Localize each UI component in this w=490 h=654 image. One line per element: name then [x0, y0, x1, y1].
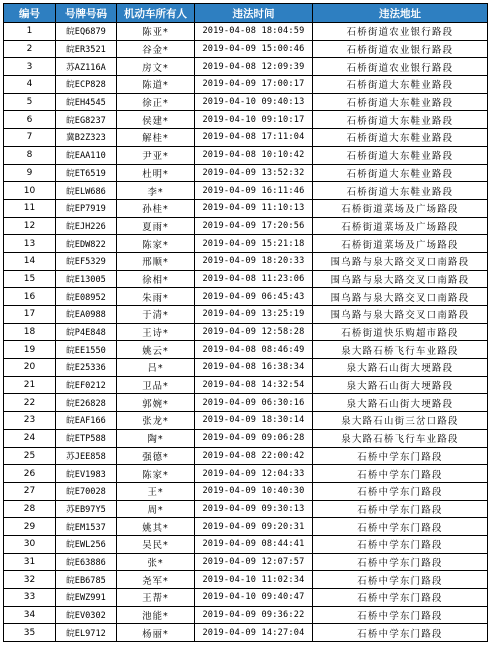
cell-number: 29	[4, 518, 56, 536]
cell-address: 泉大路石山街大埂路段	[313, 394, 488, 412]
cell-plate: 冀B2Z323	[56, 129, 117, 147]
cell-time: 2019-04-09 17:00:17	[195, 76, 313, 94]
cell-time: 2019-04-09 12:58:28	[195, 323, 313, 341]
header-owner: 机动车所有人	[117, 4, 195, 23]
cell-number: 19	[4, 341, 56, 359]
cell-number: 25	[4, 447, 56, 465]
table-row	[4, 164, 488, 182]
cell-time: 2019-04-08 08:46:49	[195, 341, 313, 359]
cell-owner: 夏雨*	[117, 217, 195, 235]
cell-address: 石桥街道农业银行路段	[313, 23, 488, 41]
table-row	[4, 482, 488, 500]
table-row	[4, 288, 488, 306]
cell-address: 泉大路石桥飞行车业路段	[313, 341, 488, 359]
table-row	[4, 535, 488, 553]
cell-owner: 陶*	[117, 429, 195, 447]
cell-number: 9	[4, 164, 56, 182]
cell-address: 泉大路石山街三岔口路段	[313, 412, 488, 430]
cell-owner: 陈亚*	[117, 23, 195, 41]
cell-time: 2019-04-10 09:40:47	[195, 589, 313, 607]
cell-time: 2019-04-09 09:30:13	[195, 500, 313, 518]
cell-owner: 房文*	[117, 58, 195, 76]
cell-number: 18	[4, 323, 56, 341]
cell-number: 35	[4, 624, 56, 642]
cell-owner: 李*	[117, 182, 195, 200]
table-row	[4, 518, 488, 536]
cell-time: 2019-04-09 06:30:16	[195, 394, 313, 412]
cell-plate: 皖EE1550	[56, 341, 117, 359]
cell-number: 13	[4, 235, 56, 253]
table-row	[4, 199, 488, 217]
cell-owner: 徐正*	[117, 93, 195, 111]
table-row	[4, 252, 488, 270]
table-row	[4, 306, 488, 324]
cell-address: 石桥中学东门路段	[313, 553, 488, 571]
cell-plate: 皖EF5329	[56, 252, 117, 270]
cell-owner: 卫品*	[117, 376, 195, 394]
cell-number: 5	[4, 93, 56, 111]
table-row	[4, 359, 488, 377]
cell-owner: 徐相*	[117, 270, 195, 288]
cell-plate: 皖EWZ991	[56, 589, 117, 607]
cell-number: 22	[4, 394, 56, 412]
cell-owner: 陈家*	[117, 235, 195, 253]
cell-number: 34	[4, 606, 56, 624]
cell-address: 石桥街道菜场及广场路段	[313, 235, 488, 253]
cell-owner: 王*	[117, 482, 195, 500]
cell-plate: 皖EQ6879	[56, 23, 117, 41]
cell-plate: 皖EAF166	[56, 412, 117, 430]
cell-address: 围乌路与泉大路交叉口南路段	[313, 306, 488, 324]
cell-time: 2019-04-09 15:00:46	[195, 40, 313, 58]
cell-plate: 皖ER3521	[56, 40, 117, 58]
cell-plate: 皖EAA110	[56, 146, 117, 164]
table-row	[4, 270, 488, 288]
cell-address: 石桥中学东门路段	[313, 500, 488, 518]
table-row	[4, 412, 488, 430]
cell-plate: 苏JEE858	[56, 447, 117, 465]
cell-time: 2019-04-09 09:20:31	[195, 518, 313, 536]
cell-time: 2019-04-08 10:10:42	[195, 146, 313, 164]
cell-owner: 郭婉*	[117, 394, 195, 412]
cell-plate: 苏EB97Y5	[56, 500, 117, 518]
table-header-row	[4, 4, 488, 23]
cell-address: 石桥街道大东鞋业路段	[313, 182, 488, 200]
cell-plate: 皖EH4545	[56, 93, 117, 111]
cell-address: 石桥街道菜场及广场路段	[313, 217, 488, 235]
cell-address: 石桥中学东门路段	[313, 535, 488, 553]
cell-plate: 皖P4E848	[56, 323, 117, 341]
cell-time: 2019-04-09 12:07:57	[195, 553, 313, 571]
cell-time: 2019-04-08 14:32:54	[195, 376, 313, 394]
cell-address: 石桥街道菜场及广场路段	[313, 199, 488, 217]
cell-time: 2019-04-08 12:09:39	[195, 58, 313, 76]
cell-owner: 尧军*	[117, 571, 195, 589]
cell-address: 石桥街道大东鞋业路段	[313, 146, 488, 164]
cell-plate: 皖EWL256	[56, 535, 117, 553]
cell-time: 2019-04-09 10:40:30	[195, 482, 313, 500]
cell-number: 21	[4, 376, 56, 394]
violation-table-container	[3, 3, 487, 642]
cell-plate: 皖EV0302	[56, 606, 117, 624]
cell-time: 2019-04-09 09:06:28	[195, 429, 313, 447]
cell-address: 石桥街道大东鞋业路段	[313, 93, 488, 111]
cell-number: 7	[4, 129, 56, 147]
cell-owner: 于清*	[117, 306, 195, 324]
cell-plate: 皖EB6785	[56, 571, 117, 589]
cell-number: 12	[4, 217, 56, 235]
cell-time: 2019-04-08 16:38:34	[195, 359, 313, 377]
cell-number: 31	[4, 553, 56, 571]
cell-time: 2019-04-09 09:36:22	[195, 606, 313, 624]
cell-plate: 皖E25336	[56, 359, 117, 377]
table-row	[4, 465, 488, 483]
cell-plate: 苏AZ116A	[56, 58, 117, 76]
cell-plate: 皖EG8237	[56, 111, 117, 129]
table-row	[4, 23, 488, 41]
table-row	[4, 129, 488, 147]
cell-address: 泉大路石山街大埂路段	[313, 359, 488, 377]
cell-time: 2019-04-09 18:30:14	[195, 412, 313, 430]
cell-address: 石桥中学东门路段	[313, 518, 488, 536]
cell-address: 泉大路石桥飞行车业路段	[313, 429, 488, 447]
cell-plate: 皖EV1983	[56, 465, 117, 483]
table-row	[4, 571, 488, 589]
cell-number: 14	[4, 252, 56, 270]
header-plate: 号牌号码	[56, 4, 117, 23]
cell-number: 8	[4, 146, 56, 164]
table-row	[4, 146, 488, 164]
cell-plate: 皖EDW822	[56, 235, 117, 253]
cell-number: 1	[4, 23, 56, 41]
cell-owner: 王诗*	[117, 323, 195, 341]
cell-plate: 皖ELW686	[56, 182, 117, 200]
table-row	[4, 553, 488, 571]
cell-time: 2019-04-08 22:00:42	[195, 447, 313, 465]
cell-time: 2019-04-09 16:11:46	[195, 182, 313, 200]
cell-address: 石桥中学东门路段	[313, 465, 488, 483]
cell-number: 26	[4, 465, 56, 483]
table-row	[4, 58, 488, 76]
table-row	[4, 589, 488, 607]
cell-plate: 皖EM1537	[56, 518, 117, 536]
table-row	[4, 323, 488, 341]
cell-plate: 皖E70028	[56, 482, 117, 500]
cell-time: 2019-04-09 08:44:41	[195, 535, 313, 553]
cell-plate: 皖ECP828	[56, 76, 117, 94]
cell-time: 2019-04-09 13:25:19	[195, 306, 313, 324]
cell-number: 20	[4, 359, 56, 377]
cell-number: 30	[4, 535, 56, 553]
cell-owner: 杨丽*	[117, 624, 195, 642]
cell-address: 石桥街道大东鞋业路段	[313, 129, 488, 147]
cell-address: 石桥街道大东鞋业路段	[313, 76, 488, 94]
cell-address: 围乌路与泉大路交叉口南路段	[313, 288, 488, 306]
cell-address: 石桥街道大东鞋业路段	[313, 111, 488, 129]
cell-plate: 皖EP7919	[56, 199, 117, 217]
cell-number: 23	[4, 412, 56, 430]
cell-owner: 姚其*	[117, 518, 195, 536]
cell-owner: 周*	[117, 500, 195, 518]
cell-owner: 杜明*	[117, 164, 195, 182]
cell-address: 石桥中学东门路段	[313, 589, 488, 607]
cell-plate: 皖E63886	[56, 553, 117, 571]
table-row	[4, 40, 488, 58]
table-row	[4, 624, 488, 642]
cell-owner: 谷金*	[117, 40, 195, 58]
header-address: 违法地址	[313, 4, 488, 23]
cell-time: 2019-04-09 14:27:04	[195, 624, 313, 642]
cell-number: 6	[4, 111, 56, 129]
cell-owner: 池能*	[117, 606, 195, 624]
table-row	[4, 217, 488, 235]
cell-address: 石桥中学东门路段	[313, 571, 488, 589]
header-number: 编号	[4, 4, 56, 23]
cell-owner: 王帮*	[117, 589, 195, 607]
cell-owner: 解桂*	[117, 129, 195, 147]
cell-owner: 张*	[117, 553, 195, 571]
cell-number: 16	[4, 288, 56, 306]
cell-number: 10	[4, 182, 56, 200]
cell-number: 32	[4, 571, 56, 589]
cell-time: 2019-04-09 11:10:13	[195, 199, 313, 217]
cell-plate: 皖ET6519	[56, 164, 117, 182]
cell-owner: 尹亚*	[117, 146, 195, 164]
cell-plate: 皖EA0988	[56, 306, 117, 324]
table-row	[4, 341, 488, 359]
cell-time: 2019-04-08 17:11:04	[195, 129, 313, 147]
cell-number: 17	[4, 306, 56, 324]
cell-plate: 皖E13005	[56, 270, 117, 288]
cell-number: 27	[4, 482, 56, 500]
table-row	[4, 111, 488, 129]
cell-owner: 朱雨*	[117, 288, 195, 306]
table-row	[4, 182, 488, 200]
cell-time: 2019-04-08 18:04:59	[195, 23, 313, 41]
cell-address: 石桥中学东门路段	[313, 606, 488, 624]
cell-address: 石桥街道大东鞋业路段	[313, 164, 488, 182]
table-body	[4, 23, 488, 642]
cell-number: 3	[4, 58, 56, 76]
cell-time: 2019-04-09 12:04:33	[195, 465, 313, 483]
violation-table	[3, 3, 488, 642]
table-row	[4, 447, 488, 465]
cell-plate: 皖EJH226	[56, 217, 117, 235]
cell-time: 2019-04-10 09:40:13	[195, 93, 313, 111]
cell-address: 石桥街道快乐购超市路段	[313, 323, 488, 341]
cell-owner: 姚云*	[117, 341, 195, 359]
cell-time: 2019-04-09 18:20:33	[195, 252, 313, 270]
table-row	[4, 376, 488, 394]
cell-time: 2019-04-10 11:02:34	[195, 571, 313, 589]
cell-owner: 张龙*	[117, 412, 195, 430]
cell-plate: 皖E26828	[56, 394, 117, 412]
table-row	[4, 93, 488, 111]
cell-owner: 吴民*	[117, 535, 195, 553]
table-row	[4, 500, 488, 518]
cell-time: 2019-04-09 15:21:18	[195, 235, 313, 253]
cell-address: 石桥中学东门路段	[313, 624, 488, 642]
cell-owner: 孙桂*	[117, 199, 195, 217]
cell-time: 2019-04-08 11:23:06	[195, 270, 313, 288]
cell-plate: 皖E08952	[56, 288, 117, 306]
cell-time: 2019-04-09 06:45:43	[195, 288, 313, 306]
table-row	[4, 235, 488, 253]
cell-address: 石桥中学东门路段	[313, 482, 488, 500]
cell-address: 石桥街道农业银行路段	[313, 40, 488, 58]
cell-address: 围乌路与泉大路交叉口南路段	[313, 270, 488, 288]
cell-address: 泉大路石山街大埂路段	[313, 376, 488, 394]
cell-number: 4	[4, 76, 56, 94]
cell-plate: 皖EL9712	[56, 624, 117, 642]
header-time: 违法时间	[195, 4, 313, 23]
cell-address: 石桥中学东门路段	[313, 447, 488, 465]
cell-plate: 皖ETP588	[56, 429, 117, 447]
cell-number: 28	[4, 500, 56, 518]
cell-plate: 皖EF0212	[56, 376, 117, 394]
table-row	[4, 394, 488, 412]
table-row	[4, 76, 488, 94]
cell-number: 15	[4, 270, 56, 288]
cell-number: 11	[4, 199, 56, 217]
cell-address: 围乌路与泉大路交叉口南路段	[313, 252, 488, 270]
cell-number: 33	[4, 589, 56, 607]
table-row	[4, 606, 488, 624]
cell-number: 24	[4, 429, 56, 447]
cell-owner: 强德*	[117, 447, 195, 465]
cell-number: 2	[4, 40, 56, 58]
table-row	[4, 429, 488, 447]
cell-owner: 陈家*	[117, 465, 195, 483]
cell-time: 2019-04-09 13:52:32	[195, 164, 313, 182]
cell-time: 2019-04-10 09:10:17	[195, 111, 313, 129]
cell-owner: 侯建*	[117, 111, 195, 129]
cell-owner: 陈道*	[117, 76, 195, 94]
cell-address: 石桥街道农业银行路段	[313, 58, 488, 76]
cell-time: 2019-04-09 17:20:56	[195, 217, 313, 235]
cell-owner: 邢顺*	[117, 252, 195, 270]
cell-owner: 吕*	[117, 359, 195, 377]
